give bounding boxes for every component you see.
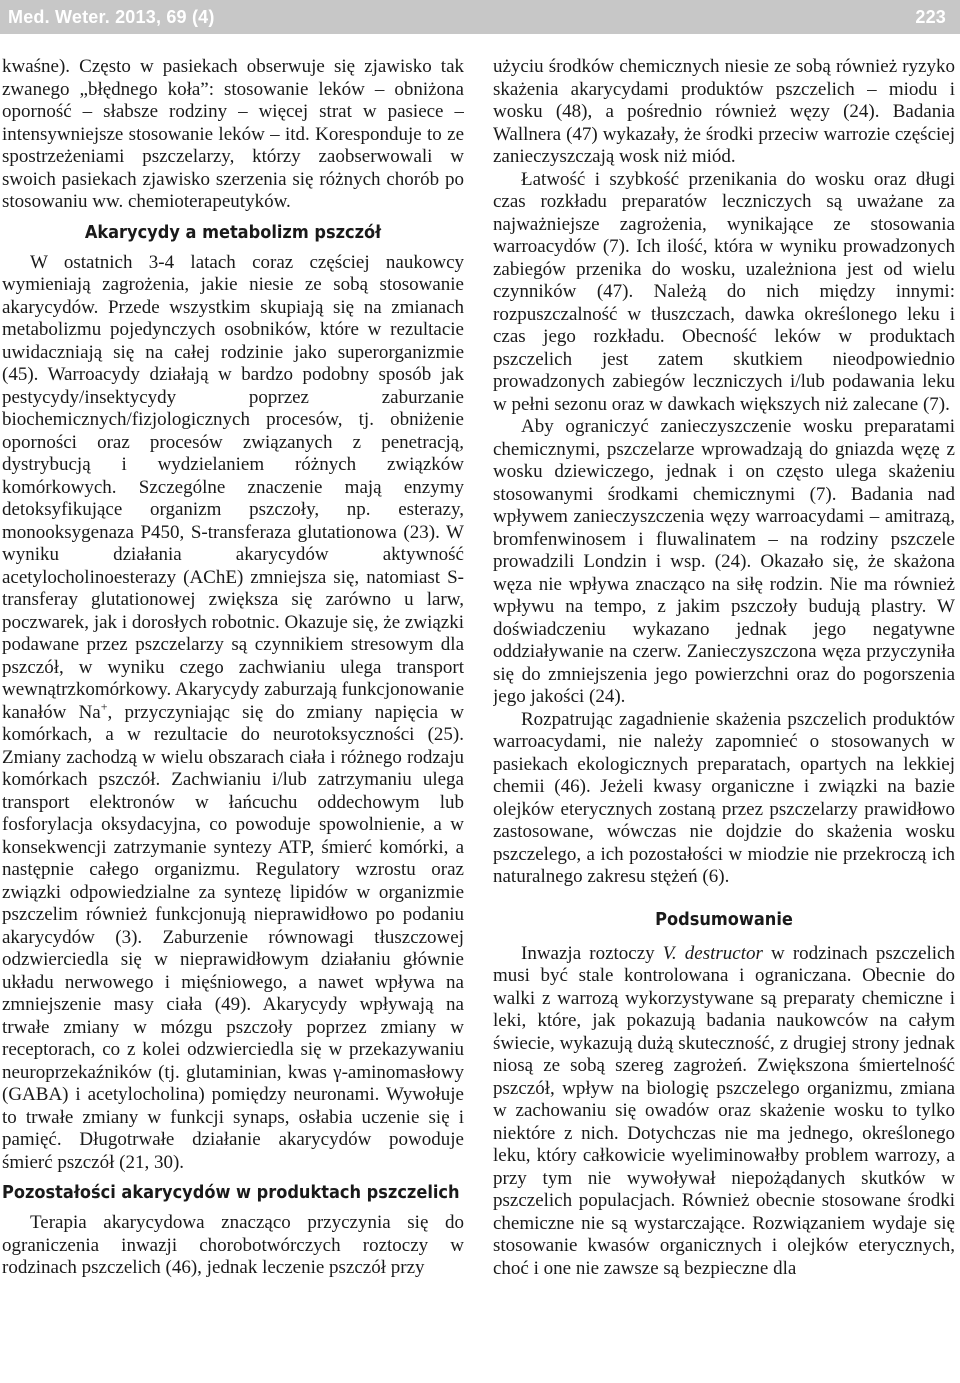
section-heading-residues: Pozostałości akarycydów w produktach pszczelich xyxy=(2,1182,460,1203)
paragraph-residues-start: Terapia akarycydowa znacząco przyczynia się do ograniczenia inwazji chorobotwórczych roztoczy w rodzinach pszczelich (46), jednak leczenie pszczół przy xyxy=(2,1212,464,1278)
section-heading-summary: Podsumowanie xyxy=(655,908,793,930)
paragraph-summary xyxy=(493,943,955,1281)
paragraph-residues-continued: użyciu środków chemicznych niesie ze sobą również ryzyko skażenia akarycydami produktów pszczelich – miodu i wosku (48), a pośrednio również węzy (24). Badania Wallnera (47) wykazały, że środki przeciw warrozie częściej zanieczyszczają wosk niż miód. xyxy=(493,56,955,167)
paragraph-intro: kwaśne). Często w pasiekach obserwuje się zjawisko tak zwanego „błędnego koła”: stosowanie leków – obniżona oporność – słabsze rodziny – więcej strat w pasiece – intensywniejsze stosowanie leków – itd. Koresponduje to ze spostrzeżeniami pszczelarzy, którzy zaobserwowali w swoich pasiekach zjawisko szerzenia się różnych chorób po stosowaniu ww. chemioterapeutyków. xyxy=(2,56,464,212)
paragraph-metabolism-part1: W ostatnich 3-4 latach coraz częściej naukowcy wymieniają zagrożenia, jakie niesie ze sobą stosowanie akarycydów. Przede wszystkim skupiają się na zmianach metabolizmu pojedynczych osobników, które w rezultacie uwidaczniają się na całej rodzinie jako superorganizmie (45). Warroacydy działają w bardzo podobny sposób jak pestycydy/insektycydy poprzez zaburzanie biochemicznych/fizjologicznych procesów, tj. obniżenie oporności oraz procesów związanych z penetracją, dystrybucją i wydzielaniem różnych związków komórkowych. Szczególne znaczenie mają enzymy detoksyfikujące organizm pszczoły, np. esterazy, monooksygenaza P450, S-transferaza glutationowa (23). W wyniku działania akarycydów aktywność acetylocholinoesterazy (AChE) zmniejsza się, natomiast S-transferay glutationowej zwiększa się zarówno u larw, poczwarek, jak i dorosłych robotnic. Okazuje się, że związki podawane przez pszczelarzy są czynnikiem stresowym dla pszczół, w wyniku czego zachwianiu ulega transport wewnątrzkomórkowy. Akarycydy zaburzają funkcjonowanie kanałów Na xyxy=(2,251,464,723)
paragraph-wax-penetration: Łatwość i szybkość przenikania do wosku oraz długi czas rozkładu preparatów leczniczych są uważane za najważniejsze zagrożenia, wynikające ze stosowania warroacydów (7). Ich ilość, która w wyniku prowadzonych zabiegów przenika do wosku, uzależniona jest od wielu czynników (47). Należą do nich między innymi: rozpuszczalność w tłuszczach, dawka określonego leku i czas jego rozkładu. Obecność leków w produktach pszczelich jest zatem skutkiem nieodpowiednio prowadzonych zabiegów leczniczych i/lub podawania leku w pełni sezonu oraz w dawkach większych niż zalecane (7). xyxy=(493,168,955,415)
right-column xyxy=(493,56,955,1376)
sodium-ion-superscript: + xyxy=(100,699,108,714)
section-heading-metabolism: Akarycydy a metabolizm pszczół xyxy=(84,221,382,243)
paragraph-foundation: Aby ograniczyć zanieczyszczenie wosku preparatami chemicznymi, pszczelarze wprowadzają do gniazda węzę z wosku dziewiczego, jednak i on często ulega skażeniu stosowanymi środkami chemicznymi (7). Badania nad wpływem zanieczyszczenia węzy warroacydami – amitrazą, bromfenwinosem i fluwalinatem – na rodziny pszczele prowadzili Londzin i wsp. (24). Okazało się, że skażona węza nie wpływa znacząco na siłę rodzin. Nie ma również wpływu na tempo, z jakim pszczoły budują plastry. W doświadczeniu wykazano jednak jego negatywne oddziaływanie na czerw. Zanieczyszczona węza przyczyniła się do zmniejszenia jego powierzchni oraz do pogorszenia jego jakości (24). xyxy=(493,416,955,707)
summary-lead: Inwazja roztoczy xyxy=(521,942,663,964)
journal-citation: Med. Weter. 2013, 69 (4) xyxy=(8,6,215,27)
paragraph-metabolism xyxy=(2,252,464,1175)
summary-rest: w rodzinach pszczelich musi być stale kontrolowana i ograniczana. Obecnie do walki z warrozą wykorzystywane są preparaty chemiczne i leki, które, jak pokazują badania naukowców na całym świecie, wykazują dużą skuteczność, z drugiej strony jednak niosą ze sobą szereg zagrożeń. Zwiększona śmiertelność pszczół, wpływ na biologię pszczelego organizmu, zmiana w zachowaniu się owadów oraz skażenie wosku to tylko niektóre z nich. Dotychczas nie ma jednego, określonego leku, który całkowicie wyeliminowałby problem warrozy, a przy tym nie wywoływał niepożądanych skutków w pszczelich populacjach. Również obecnie stosowane środki chemiczne nie są wystarczające. Rozwiązaniem wydaje się stosowanie kwasów organicznych i olejków eterycznych, choć i one nie zawsze są bezpieczne dla xyxy=(493,942,955,1279)
paragraph-metabolism-part2: , przyczyniając się do zmiany napięcia w komórkach, a w rezultacie do neurotoksyczności (25). Zmiany zachodzą w wielu obszarach ciała i różnego rodzaju komórkach pszczół. Zachwianiu i/lub zatrzymaniu ulega transport elektronów w łańcuchu oddechowym lub fosforylacja oksydacyjna, co powoduje spowolnienie, a w konsekwencji zatrzymanie syntezy ATP, śmierć komórki, a następnie całego organizmu. Regulatory wzrostu oraz związki odpowiedzialne za syntezę lipidów w organizmie pszczelim również funkcjonują nieprawidłowo po podaniu akarycydów (3). Zaburzenie równowagi tłuszczowej odzwierciedla się w nieprawidłowym działaniu głównie układu nerwowego i mięśniowego, a nawet wpływa na zmniejszenie masy ciała (49). Akarycydy wpływają na trwałe zmiany w mózgu pszczoły poprzez zmiany w receptorach, co z kolei odzwierciedla się w przekazywaniu neuroprzekaźników (tj. glutaminian, kwas γ-aminomasłowy (GABA) i acetylocholina) pomiędzy neuronami. Wywołuje to trwałe zmiany w funkcji synaps, osłabia uczenie się i pamięć. Długotrwałe działanie akarycydów powoduje śmierć pszczół (21, 30). xyxy=(2,701,464,1173)
page-number: 223 xyxy=(915,6,946,27)
left-column xyxy=(2,56,464,1376)
species-name: V. destructor xyxy=(662,942,763,964)
running-header xyxy=(0,0,960,34)
paragraph-ecological: Rozpatrując zagadnienie skażenia pszczelich produktów warroacydami, nie należy zapomnieć o stosowanych w pasiekach ekologicznych preparatach, opartych na lekkiej chemii (46). Jeżeli kwasy organiczne i związki na bazie olejków eterycznych zostaną przez pszczelarzy prawidłowo zastosowane, wówczas nie dojdzie do skażenia wosku pszczelego, a ich pozostałości w miodzie nie przekroczą ich naturalnego zakresu stężeń (6). xyxy=(493,708,955,887)
